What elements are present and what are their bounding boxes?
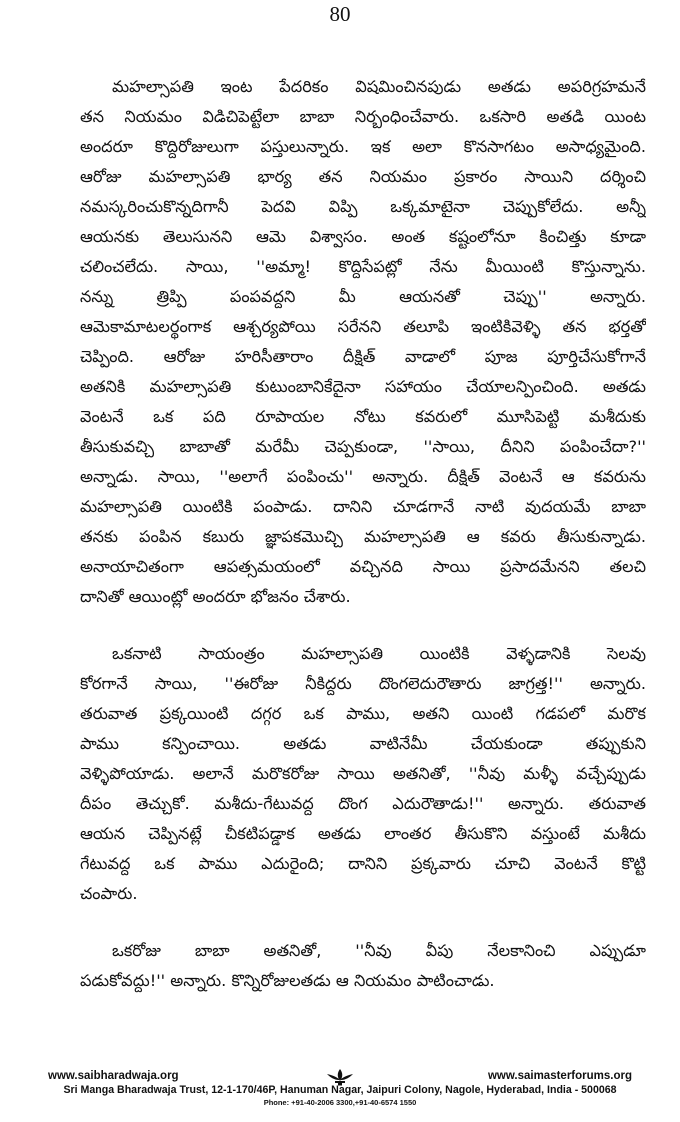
footer-website-right[interactable]: www.saimasterforums.org	[487, 1070, 632, 1082]
text-line: దానితో ఆయింట్లో అందరూ భోజనం చేశారు.	[80, 587, 351, 606]
footer	[40, 1070, 640, 1114]
text-line: అతనికి మహల్సాపతి కుటుంబానికేదైనా సహాయం చేయాలన్పించింది. అతడు	[80, 377, 646, 396]
text-line: వెంటనే ఒక పది రూపాయల నోటు కవరులో మూసిపెట్టి మశీదుకు	[80, 407, 646, 426]
text-line: తనకు పంపిన కబురు జ్ఞాపకమొచ్చి మహల్సాపతి ఆ కవరు తీసుకున్నాడు.	[80, 527, 646, 546]
text-line: కోరగానే సాయి, ''ఈరోజు నీకిద్దరు దొంగలెదురౌతారు జాగ్రత్త!'' అన్నారు.	[80, 674, 646, 693]
text-line: అనాయాచితంగా ఆపత్సమయంలో వచ్చినది సాయి ప్రసాదమేనని తలచి	[80, 557, 646, 576]
text-line: అన్నాడు. సాయి, ''అలాగే పంపించు'' అన్నారు. దీక్షిత్ వెంటనే ఆ కవరును	[80, 467, 646, 486]
footer-website-left[interactable]: www.saibharadwaja.org	[48, 1070, 179, 1082]
text-line: చంపారు.	[80, 884, 138, 903]
text-line: గేటువద్ద ఒక పాము ఎదురైంది; దానిని ప్రక్కవారు చూచి వెంటనే కొట్టి	[80, 854, 646, 873]
text-line: ఒకరోజు బాబా అతనితో, ''నీవు వీపు నేలకానించి ఎప్పుడూ	[112, 941, 646, 960]
text-line: నమస్కరించుకొన్నదిగానీ పెదవి విప్పి ఒక్కమాటైనా చెప్పుకోలేదు. అన్నీ	[80, 197, 646, 216]
paragraph	[80, 639, 646, 909]
page-number: 80	[329, 2, 351, 26]
text-line: ఆరోజు మహల్సాపతి భార్య తన నియమం ప్రకారం సాయిని దర్శించి	[80, 167, 646, 186]
text-line: ఆయన చెప్పినట్లే చీకటిపడ్డాక అతడు లాంతర తీసుకొని వస్తుంటే మశీదు	[80, 824, 646, 843]
text-line: చలించలేదు. సాయి, ''అమ్మా! కొద్దిసేపట్లో నేను మీయింటి కొస్తున్నాను.	[80, 257, 646, 276]
text-line: తన నియమం విడిచిపెట్టేలా బాబా నిర్బంధించేవారు. ఒకసారి అతడి యింట	[80, 107, 646, 126]
text-line: వెళ్ళిపోయాడు. అలానే మరొకరోజు సాయి అతనితో, ''నీవు మళ్ళీ వచ్చేప్పుడు	[80, 764, 646, 783]
text-line: నన్ను త్రిప్పి పంపవద్దని మీ ఆయనతో చెప్పు'' అన్నారు.	[80, 287, 646, 306]
text-line: ఆమెకామాటలర్థంగాక ఆశ్చర్యపోయి సరేనని తలూపి ఇంటికివెళ్ళి తన భర్తతో	[80, 317, 646, 336]
text-line: చెప్పింది. ఆరోజు హరిసీతారాం దీక్షిత్ వాడాలో పూజ పూర్తిచేసుకోగానే	[80, 347, 646, 366]
text-line: తీసుకువచ్చి బాబాతో మరేమీ చెప్పకుండా, ''సాయి, దీనిని పంపించేదా?''	[80, 437, 646, 456]
paragraph	[80, 72, 646, 612]
paragraph	[80, 936, 646, 996]
text-line: పాము కన్పించాయి. అతడు వాటినేమీ చేయకుండా తప్పుకుని	[80, 734, 646, 753]
text-line: ఒకనాటి సాయంత్రం మహల్సాపతి యింటికి వెళ్ళడానికి సెలవు	[112, 644, 646, 663]
footer-phone: Phone: +91-40-2006 3300,+91-40-6574 1550	[263, 1098, 417, 1107]
text-line: అందరూ కొద్దిరోజులుగా పస్తులున్నారు. ఇక అలా కొనసాగటం అసాధ్యమైంది.	[80, 137, 646, 156]
text-line: ఆయనకు తెలుసునని ఆమె విశ్వాసం. అంత కష్టంలోనూ కించిత్తు కూడా	[80, 227, 646, 246]
text-line: మహల్సాపతి యింటికి పంపాడు. దానిని చూడగానే నాటి వుదయమే బాబా	[80, 497, 646, 516]
footer-address: Sri Manga Bharadwaja Trust, 12-1-170/46P, Hanuman Nagar, Jaipuri Colony, Nagole, Hyderabad, India - 500068	[63, 1084, 617, 1096]
text-line: పడుకోవద్దు!'' అన్నారు. కొన్నిరోజులతడు ఆ నియమం పాటించాడు.	[80, 971, 495, 990]
body-text	[80, 72, 646, 1023]
text-line: దీపం తెచ్చుకో. మశీదు-గేటువద్ద దొంగ ఎదురౌతాడు!'' అన్నారు. తరువాత	[80, 794, 646, 813]
text-line: మహల్సాపతి ఇంట పేదరికం విషమించినపుడు అతడు అపరిగ్రహమనే	[112, 77, 646, 96]
text-line: తరువాత ప్రక్కయింటి దగ్గర ఒక పాము, అతని యింటి గడపలో మరొక	[80, 704, 646, 723]
